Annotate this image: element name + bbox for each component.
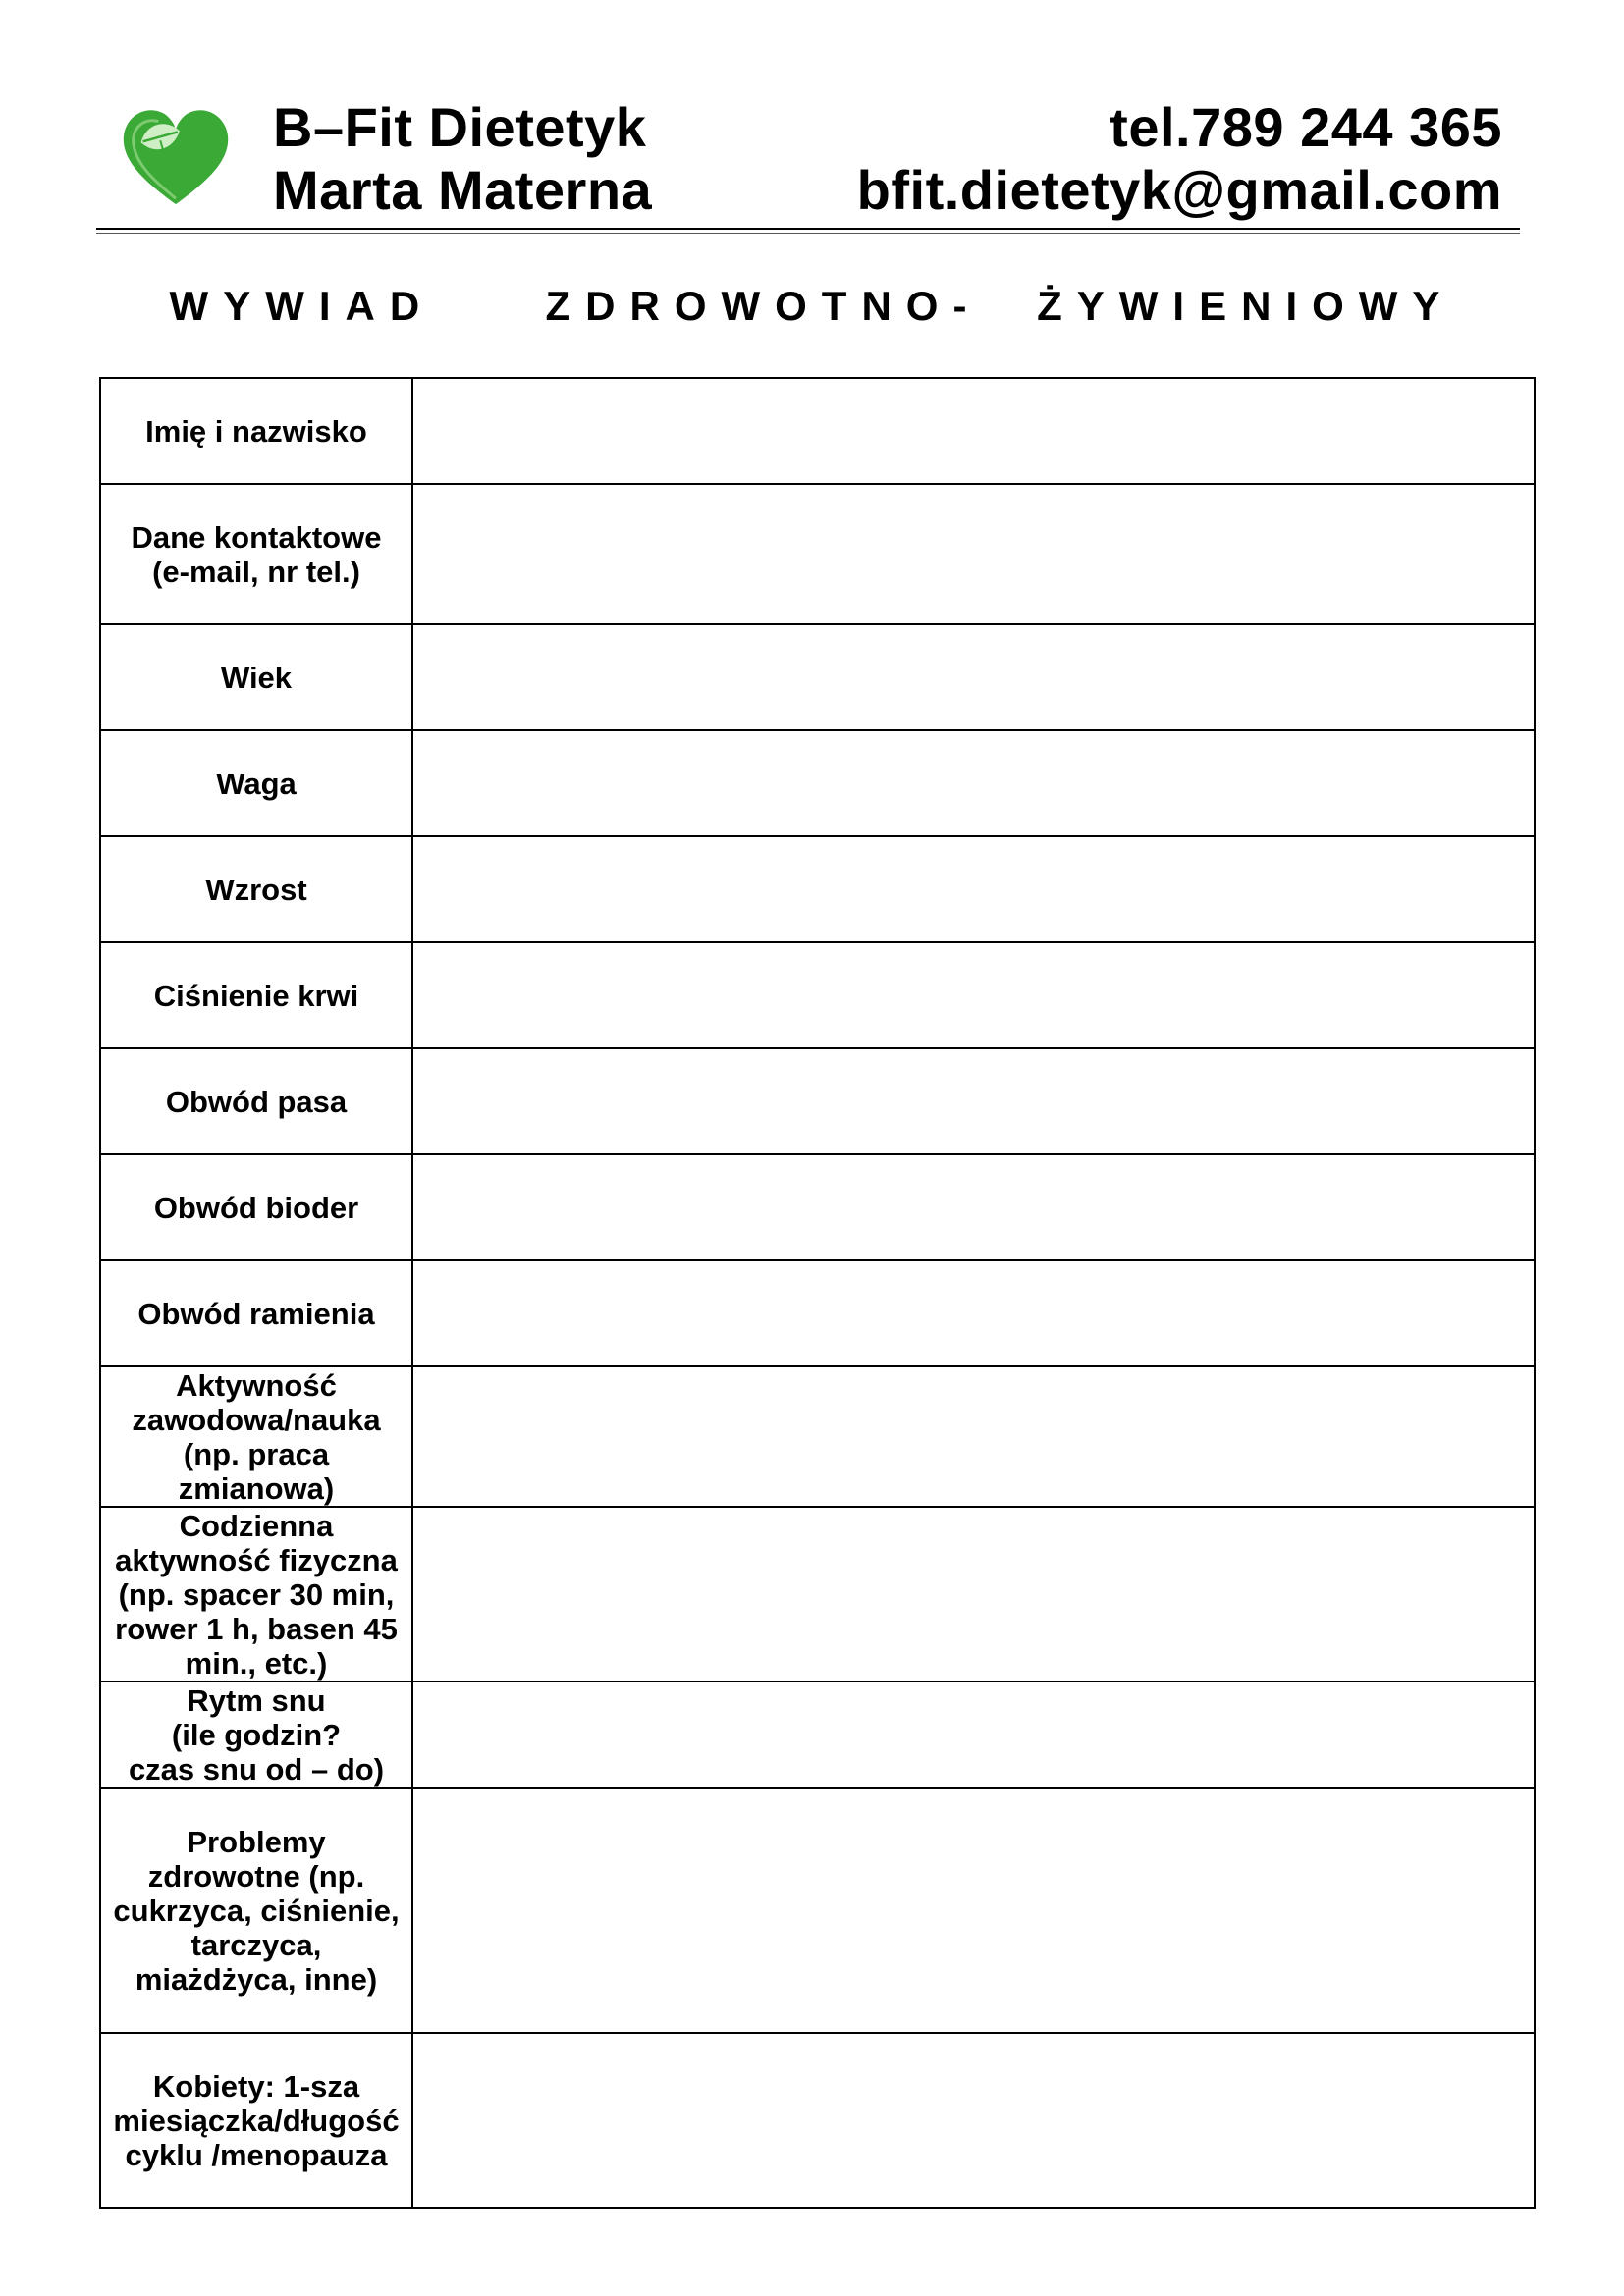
brand-name <box>273 96 652 222</box>
brand-company: B–Fit Dietetyk <box>273 96 647 158</box>
form-row <box>100 1788 1535 2033</box>
contact-email: bfit.dietetyk@gmail.com <box>856 159 1502 221</box>
form-row-label: Obwód bioder <box>100 1154 412 1260</box>
form-row <box>100 1507 1535 1682</box>
contact-info <box>857 96 1502 222</box>
interview-form-table <box>99 377 1536 2209</box>
form-title: WYWIAD ZDROWOTNO- ŻYWIENIOWY <box>169 283 1455 329</box>
form-row-label: Rytm snu (ile godzin? czas snu od – do) <box>100 1682 412 1788</box>
form-row-answer-field[interactable] <box>412 484 1535 624</box>
form-row-answer-field[interactable] <box>412 1788 1535 2033</box>
header-divider <box>96 228 1520 230</box>
form-row-label: Aktywność zawodowa/nauka (np. praca zmianowa) <box>100 1366 412 1507</box>
form-row-answer-field[interactable] <box>412 730 1535 836</box>
form-row-answer-field[interactable] <box>412 1507 1535 1682</box>
form-row-answer-field[interactable] <box>412 1366 1535 1507</box>
form-row-label: Dane kontaktowe (e-mail, nr tel.) <box>100 484 412 624</box>
form-row-answer-field[interactable] <box>412 1260 1535 1366</box>
form-row <box>100 484 1535 624</box>
form-row-label: Ciśnienie krwi <box>100 942 412 1048</box>
form-row-answer-field[interactable] <box>412 836 1535 942</box>
form-row <box>100 1260 1535 1366</box>
form-row-label: Problemy zdrowotne (np. cukrzyca, ciśnienie, tarczyca, miażdżyca, inne) <box>100 1788 412 2033</box>
form-row-label: Wiek <box>100 624 412 730</box>
form-row-label: Waga <box>100 730 412 836</box>
form-row <box>100 1682 1535 1788</box>
form-row <box>100 1048 1535 1154</box>
form-row-answer-field[interactable] <box>412 1682 1535 1788</box>
form-row <box>100 836 1535 942</box>
form-row <box>100 730 1535 836</box>
form-row-answer-field[interactable] <box>412 378 1535 484</box>
form-row-answer-field[interactable] <box>412 942 1535 1048</box>
header-divider-thin <box>96 233 1520 234</box>
form-row <box>100 378 1535 484</box>
form-row <box>100 1154 1535 1260</box>
form-row <box>100 1366 1535 1507</box>
form-row-answer-field[interactable] <box>412 1048 1535 1154</box>
form-row-label: Obwód pasa <box>100 1048 412 1154</box>
form-row-answer-field[interactable] <box>412 624 1535 730</box>
contact-phone: tel.789 244 365 <box>1110 96 1502 158</box>
form-row <box>100 624 1535 730</box>
form-row-label: Imię i nazwisko <box>100 378 412 484</box>
form-row-label: Obwód ramienia <box>100 1260 412 1366</box>
form-row-label: Wzrost <box>100 836 412 942</box>
brand-person: Marta Materna <box>273 159 653 221</box>
form-row-label: Codzienna aktywność fizyczna (np. spacer 30 min, rower 1 h, basen 45 min., etc.) <box>100 1507 412 1682</box>
form-row-label: Kobiety: 1-sza miesiączka/długość cyklu /menopauza <box>100 2033 412 2208</box>
form-row-answer-field[interactable] <box>412 2033 1535 2208</box>
letterhead <box>96 90 1520 230</box>
form-row-answer-field[interactable] <box>412 1154 1535 1260</box>
form-row <box>100 2033 1535 2208</box>
form-row <box>100 942 1535 1048</box>
heart-leaf-logo-icon <box>118 98 234 214</box>
